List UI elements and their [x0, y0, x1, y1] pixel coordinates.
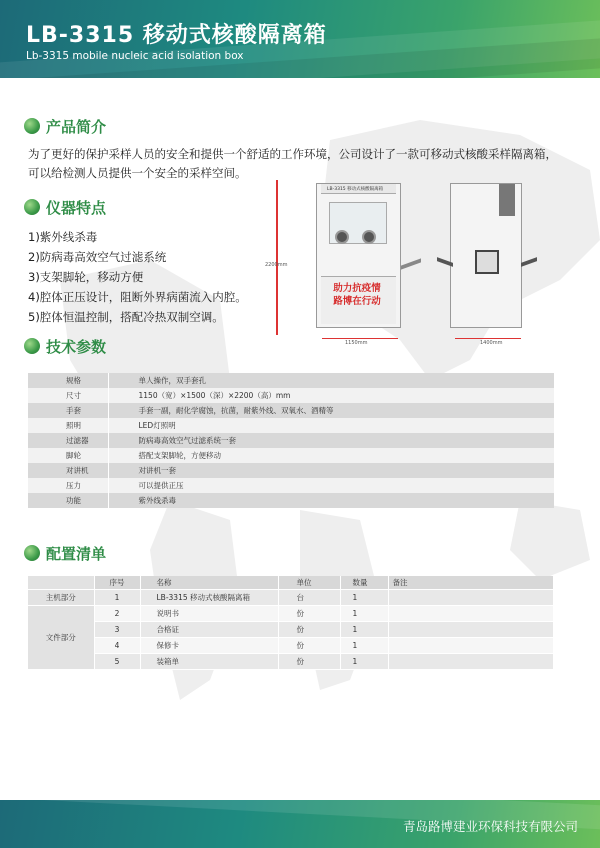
feature-list: [28, 227, 298, 327]
row-name: 装箱单: [140, 653, 278, 669]
row-note: [388, 605, 554, 621]
header-cell: 备注: [388, 576, 554, 589]
depth-dimension-label: 1400mm: [480, 340, 503, 346]
glove-port-left: [335, 230, 349, 244]
side-view-drawing: [450, 183, 522, 328]
table-row: [28, 463, 554, 478]
bullet-ball-icon: [24, 118, 40, 134]
spec-key: 脚轮: [28, 448, 108, 463]
width-dimension-line: [322, 338, 398, 339]
table-row: [28, 373, 554, 388]
row-qty: 1: [340, 637, 388, 653]
side-view-tower: [499, 184, 515, 216]
spec-value: 可以提供正压: [108, 478, 554, 493]
side-view-window: [475, 250, 499, 274]
spec-key: 照明: [28, 418, 108, 433]
table-row: [28, 621, 554, 637]
spec-key: 手套: [28, 403, 108, 418]
intro-paragraph: 为了更好的保护采样人员的安全和提供一个舒适的工作环境，公司设计了一款可移动式核酸采样隔离箱，可以给检测人员提供一个安全的采样空间。: [28, 147, 557, 180]
row-qty: 1: [340, 621, 388, 637]
row-unit: 份: [278, 605, 340, 621]
section-title: 产品简介: [46, 117, 107, 136]
slogan-line: 助力抗疫情: [333, 283, 381, 294]
section-heading-intro: [24, 114, 106, 138]
table-row: [28, 403, 554, 418]
row-qty: 1: [340, 605, 388, 621]
row-no: 2: [94, 605, 140, 621]
config-table: [28, 576, 554, 670]
spec-key: 对讲机: [28, 463, 108, 478]
table-row: [28, 637, 554, 653]
company-name: 青岛路博建业环保科技有限公司: [402, 819, 578, 834]
row-no: 1: [94, 589, 140, 605]
table-header-row: [28, 576, 554, 589]
table-row: [28, 433, 554, 448]
front-view-label: LB-3315 移动式核酸隔离箱: [327, 187, 384, 192]
bullet-ball-icon: [24, 545, 40, 561]
row-name: 合格证: [140, 621, 278, 637]
group-cell: 主机部分: [28, 589, 94, 605]
page-footer: [0, 800, 600, 848]
row-no: 5: [94, 653, 140, 669]
height-dimension-label: 2200mm: [265, 262, 288, 268]
feature-item: 3)支架脚轮，移动方便: [28, 270, 144, 284]
row-no: 4: [94, 637, 140, 653]
table-row: [28, 478, 554, 493]
row-no: 3: [94, 621, 140, 637]
header-cell: [28, 576, 94, 589]
spec-key: 功能: [28, 493, 108, 508]
section-title: 仪器特点: [46, 198, 107, 217]
spec-value: 搭配支架脚轮，方便移动: [108, 448, 554, 463]
spec-key: 过滤器: [28, 433, 108, 448]
row-name: 说明书: [140, 605, 278, 621]
spec-value: 防病毒高效空气过滤系统一套: [108, 433, 554, 448]
spec-value: 对讲机一套: [108, 463, 554, 478]
row-name: LB-3315 移动式核酸隔离箱: [140, 589, 278, 605]
feature-item: 2)防病毒高效空气过滤系统: [28, 250, 167, 264]
page-header: [0, 0, 600, 78]
section-title: 配置清单: [46, 544, 107, 563]
section-heading-specs: [24, 334, 106, 358]
row-unit: 台: [278, 589, 340, 605]
spec-value: 1150（宽）×1500（深）×2200（高）mm: [108, 388, 554, 403]
section-title: 技术参数: [46, 337, 107, 356]
spec-value: 手套一副，耐化学腐蚀，抗菌，耐紫外线、双氧水、酒精等: [108, 403, 554, 418]
row-qty: 1: [340, 653, 388, 669]
spec-table: [28, 373, 554, 508]
row-qty: 1: [340, 589, 388, 605]
feature-item: 5)腔体恒温控制，搭配冷热双制空调。: [28, 310, 224, 324]
spec-key: 尺寸: [28, 388, 108, 403]
table-row: [28, 418, 554, 433]
header-cell: 序号: [94, 576, 140, 589]
depth-dimension-line: [455, 338, 521, 339]
row-unit: 份: [278, 653, 340, 669]
header-cell: 名称: [140, 576, 278, 589]
spec-value: LED灯照明: [108, 418, 554, 433]
page-title: LB-3315 移动式核酸隔离箱: [26, 23, 327, 48]
table-row: [28, 388, 554, 403]
feature-item: 4)腔体正压设计，阻断外界病菌流入内腔。: [28, 290, 247, 304]
spec-key: 压力: [28, 478, 108, 493]
header-cell: 数量: [340, 576, 388, 589]
section-heading-features: [24, 195, 106, 219]
table-row: [28, 493, 554, 508]
slogan-line: 路博在行动: [333, 296, 381, 307]
spec-key: 规格: [28, 373, 108, 388]
header-cell: 单位: [278, 576, 340, 589]
section-heading-config: [24, 541, 106, 565]
glove-port-right: [362, 230, 376, 244]
height-dimension-line: [276, 180, 278, 335]
row-note: [388, 621, 554, 637]
width-dimension-label: 1150mm: [345, 340, 368, 346]
table-row: [28, 448, 554, 463]
bullet-ball-icon: [24, 338, 40, 354]
table-row: [28, 653, 554, 669]
row-unit: 份: [278, 621, 340, 637]
group-cell: 文件部分: [28, 605, 94, 669]
bullet-ball-icon: [24, 199, 40, 215]
row-name: 保修卡: [140, 637, 278, 653]
row-note: [388, 637, 554, 653]
table-row: [28, 605, 554, 621]
feature-item: 1)紫外线杀毒: [28, 230, 98, 244]
spec-value: 单人操作，双手套孔: [108, 373, 554, 388]
table-row: [28, 589, 554, 605]
slogan: [322, 282, 392, 308]
spec-value: 紫外线杀毒: [108, 493, 554, 508]
row-unit: 份: [278, 637, 340, 653]
row-note: [388, 589, 554, 605]
row-note: [388, 653, 554, 669]
page-subtitle: Lb-3315 mobile nucleic acid isolation box: [26, 50, 244, 62]
